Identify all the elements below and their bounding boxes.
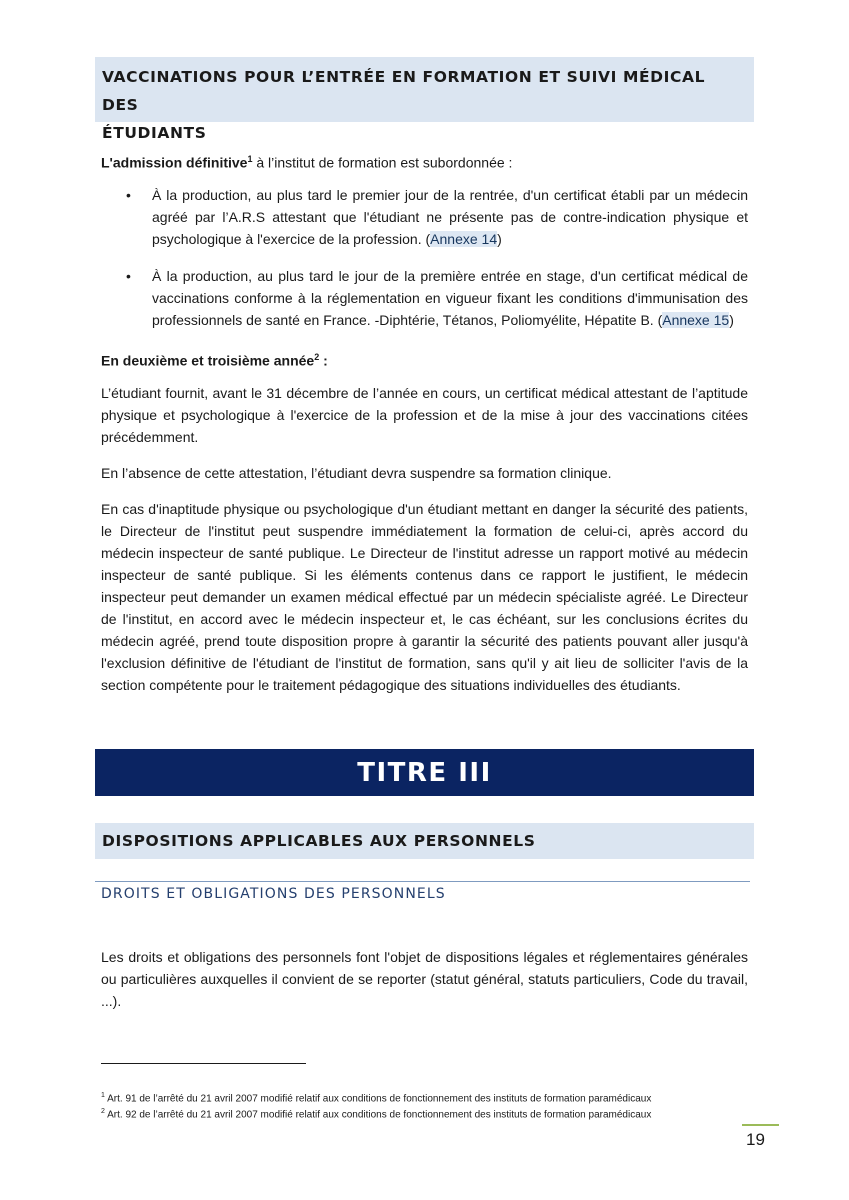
footnote-ref-1[interactable]: 1 (247, 154, 253, 164)
page-number: 19 (746, 1130, 765, 1149)
annex-15-link[interactable]: Annexe 15 (662, 312, 730, 328)
paragraph-droits: Les droits et obligations des personnels font l'objet de dispositions légales et réglementaires générales ou particulières auxquelles il convient de se reporter (statut général, statuts particuliers, Code du travail, ...). (101, 949, 748, 1009)
subheading-droits: DROITS ET OBLIGATIONS DES PERSONNELS (101, 886, 446, 902)
footnote-num: 1 (101, 1092, 105, 1099)
titre-text: TITRE III (357, 757, 492, 788)
bullet-list (101, 184, 748, 331)
section-heading-vaccinations (95, 57, 754, 142)
annex-14-link[interactable]: Annexe 14 (430, 231, 498, 247)
subsection-colon: : (319, 352, 328, 369)
footnote-ref-2[interactable]: 2 (314, 352, 320, 362)
section-heading-line2: ÉTUDIANTS (102, 124, 207, 142)
paragraph-certificate: L’étudiant fournit, avant le 31 décembre de l’année en cours, un certificat médical attestant de l’aptitude physique et psychologique à l'exercice de la profession et de la mise à jour des vaccinations citées précédemment. (101, 385, 748, 445)
footnote-2 (101, 1105, 651, 1122)
list-item (101, 184, 748, 250)
bullet1-close: ) (497, 231, 502, 247)
paragraph-inaptitude: En cas d'inaptitude physique ou psychologique d'un étudiant mettant en danger la sécurité des patients, le Directeur de l'institut peut suspendre immédiatement la formation de celui-ci, après accord du médecin inspecteur de santé publique. Le Directeur de l'institut adresse un rapport motivé au médecin inspecteur de santé publique. Si les éléments contenus dans ce rapport le justifient, le médecin inspecteur peut demander un examen médical effectué par un médecin spécialiste agréé. Le Directeur de l'institut, en accord avec le médecin inspecteur et, le cas échéant, sur les conclusions écrites du médecin agréé, prend toute disposition propre à garantir la sécurité des patients pouvant aller jusqu'à l'exclusion définitive de l'étudiant de l'institut de formation, sans qu'il y ait lieu de solliciter l'avis de la section compétente pour le traitement pédagogique des situations individuelles des étudiants. (101, 501, 748, 693)
bullet-icon: • (126, 187, 131, 203)
bullet2-text: À la production, au plus tard le jour de la première entrée en stage, d'un certificat médical de vaccinations conforme à la réglementation en vigueur fixant les conditions d'immunisation des professionnels de santé en France. -Diphtérie, Tétanos, Poliomyélite, Hépatite B. ( (152, 268, 748, 328)
subheading-rule (95, 881, 750, 882)
bullet2-close: ) (729, 312, 734, 328)
subsection-bold: En deuxième et troisième année (101, 352, 315, 369)
footnote-separator (101, 1063, 306, 1064)
footnote-1 (101, 1089, 651, 1106)
intro-bold: L'admission définitive (101, 154, 248, 171)
bullet-icon: • (126, 268, 131, 284)
footnote-text: Art. 92 de l’arrêté du 21 avril 2007 modifié relatif aux conditions de fonctionnement des instituts de formation paramédicaux (104, 1109, 652, 1121)
footnote-num: 2 (101, 1108, 105, 1115)
paragraph-absence: En l’absence de cette attestation, l’étudiant devra suspendre sa formation clinique. (101, 465, 612, 481)
bullet1-text: À la production, au plus tard le premier jour de la rentrée, d'un certificat établi par un médecin agréé par l’A.R.S attestant que l'étudiant ne présente pas de contre-indication physique et psychologique à l'exercice de la profession. ( (152, 187, 748, 247)
list-item (101, 265, 748, 331)
page-number-rule (742, 1124, 779, 1126)
section-heading-line1: VACCINATIONS POUR L’ENTRÉE EN FORMATION ET SUIVI MÉDICAL DES (102, 68, 706, 114)
titre-banner (95, 749, 754, 796)
section-heading-personnels (95, 823, 754, 859)
footnote-text: Art. 91 de l’arrêté du 21 avril 2007 modifié relatif aux conditions de fonctionnement des instituts de formation paramédicaux (104, 1093, 652, 1105)
intro-rest: à l’institut de formation est subordonnée : (252, 154, 513, 171)
intro-paragraph (101, 148, 748, 174)
section-heading-text: DISPOSITIONS APPLICABLES AUX PERSONNELS (102, 832, 536, 850)
subsection-heading (101, 346, 748, 372)
